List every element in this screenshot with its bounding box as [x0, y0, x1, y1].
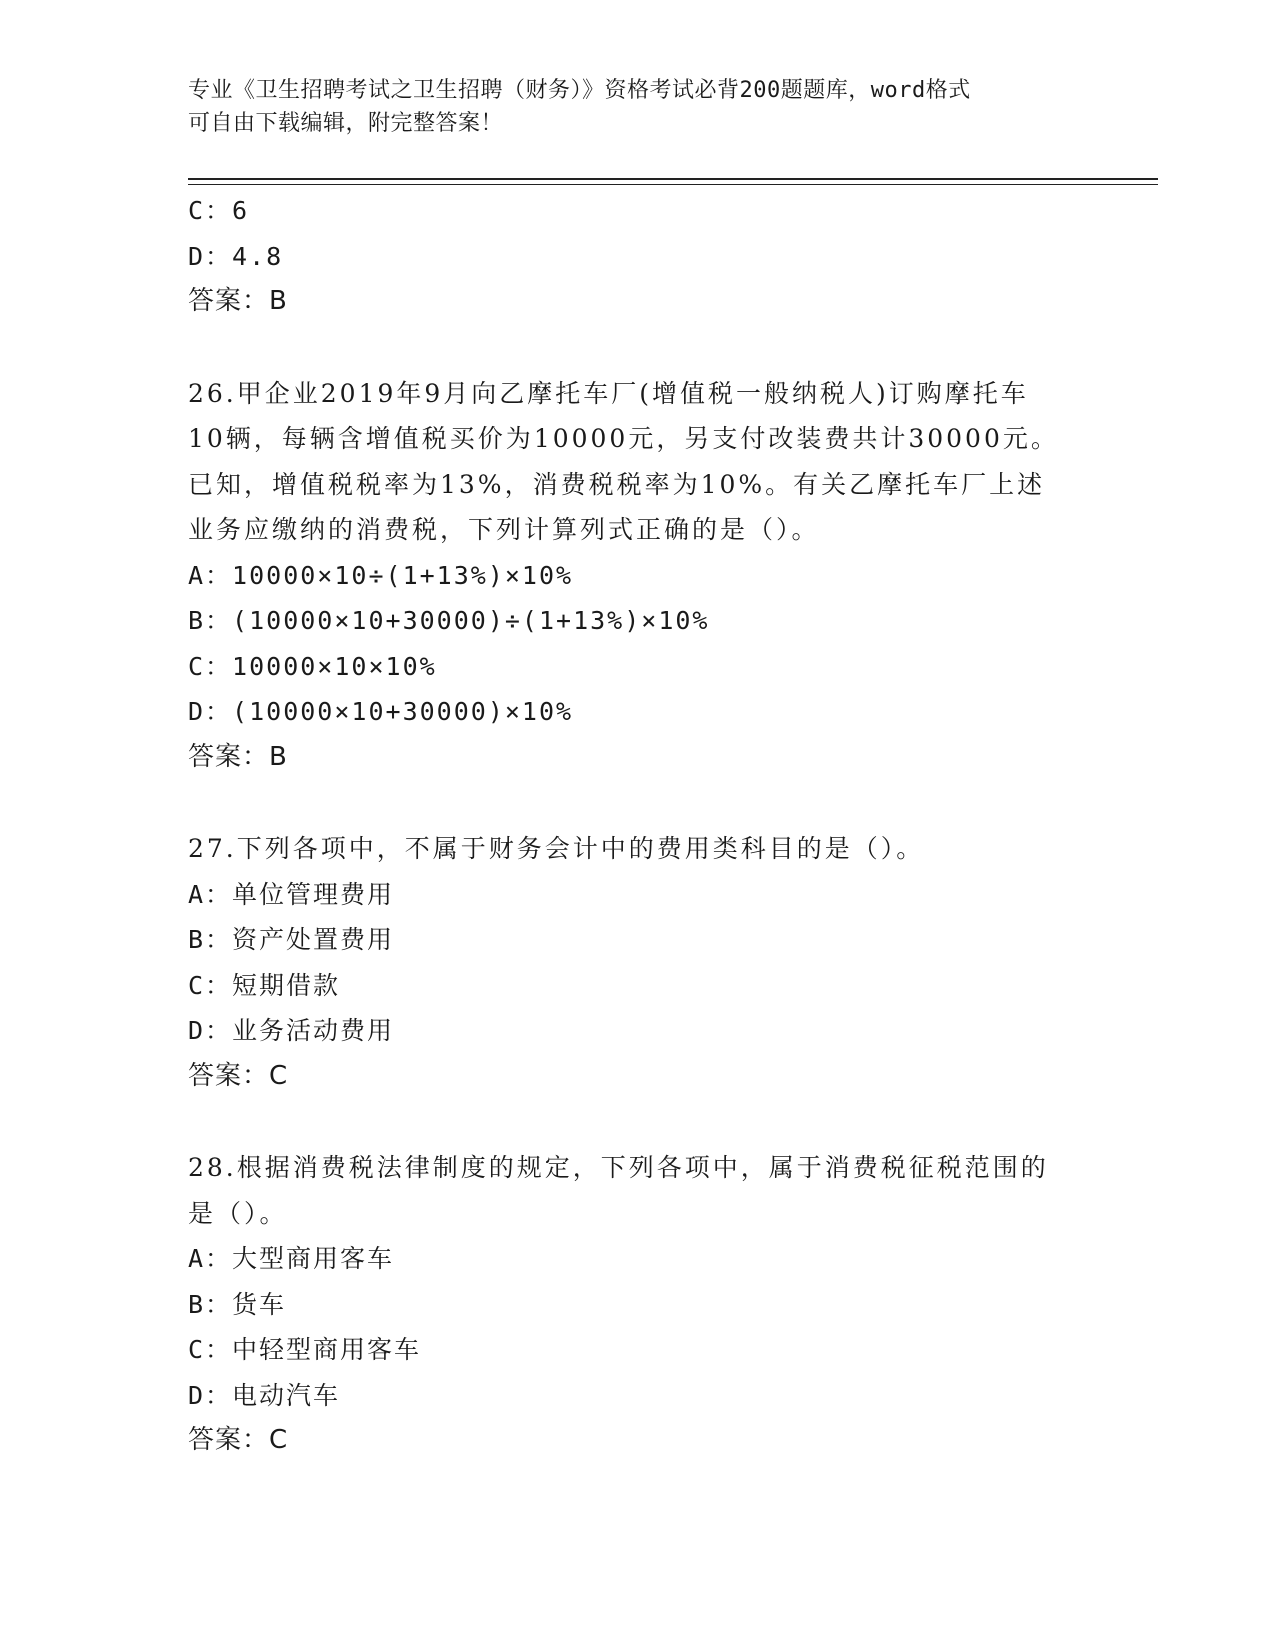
option-b: B：资产处置费用 — [188, 925, 395, 954]
question-text-line: 26.甲企业2019年9月向乙摩托车厂(增值税一般纳税人)订购摩托车 — [188, 378, 1029, 408]
option-c: C：短期借款 — [188, 970, 341, 1000]
header-rule-thin — [188, 184, 1158, 185]
question-28 — [188, 1145, 1088, 1464]
answer-line: 答案：B — [188, 286, 288, 316]
question-26 — [188, 371, 1088, 781]
answer-line: 答案：B — [188, 741, 288, 772]
spacer — [188, 325, 1088, 371]
option-a: A：单位管理费用 — [188, 879, 395, 909]
header-rule-thick — [188, 178, 1158, 180]
option-c: C：10000×10×10% — [188, 651, 437, 681]
option-a: A：10000×10÷(1+13%)×10% — [188, 560, 574, 590]
question-text-line: 28.根据消费税法律制度的规定，下列各项中，属于消费税征税范围的 — [188, 1153, 1049, 1182]
document-header — [188, 74, 1088, 140]
spacer — [188, 1099, 1088, 1145]
option-d: D：电动汽车 — [188, 1380, 341, 1410]
option-d: D：业务活动费用 — [188, 1016, 395, 1045]
header-line-2: 可自由下载编辑，附完整答案！ — [188, 111, 504, 136]
option-d: D：(10000×10+30000)×10% — [188, 697, 574, 726]
document-body — [188, 188, 1088, 1464]
question-27 — [188, 826, 1088, 1099]
question-text-line: 是（）。 — [188, 1198, 288, 1228]
answer-line: 答案：C — [188, 1425, 289, 1455]
option-a: A：大型商用客车 — [188, 1244, 395, 1273]
question-text-line: 业务应缴纳的消费税，下列计算列式正确的是（）。 — [188, 515, 820, 544]
question-text-line: 27.下列各项中，不属于财务会计中的费用类科目的是（）。 — [188, 834, 925, 863]
answer-line: 答案：C — [188, 1060, 289, 1091]
option-c: C：6 — [188, 196, 250, 225]
header-line-1: 专业《卫生招聘考试之卫生招聘（财务）》资格考试必背200题题库，word格式 — [188, 78, 971, 103]
question-text-line: 已知，增值税税率为13%，消费税税率为10%。有关乙摩托车厂上述 — [188, 469, 1046, 499]
question-text-line: 10辆，每辆含增值税买价为10000元，另支付改装费共计30000元。 — [188, 424, 1059, 453]
option-c: C：中轻型商用客车 — [188, 1335, 422, 1364]
spacer — [188, 780, 1088, 826]
question-25-tail — [188, 188, 1088, 325]
option-d: D：4.8 — [188, 241, 284, 271]
option-b: B：货车 — [188, 1289, 287, 1319]
option-b: B：(10000×10+30000)÷(1+13%)×10% — [188, 606, 710, 635]
